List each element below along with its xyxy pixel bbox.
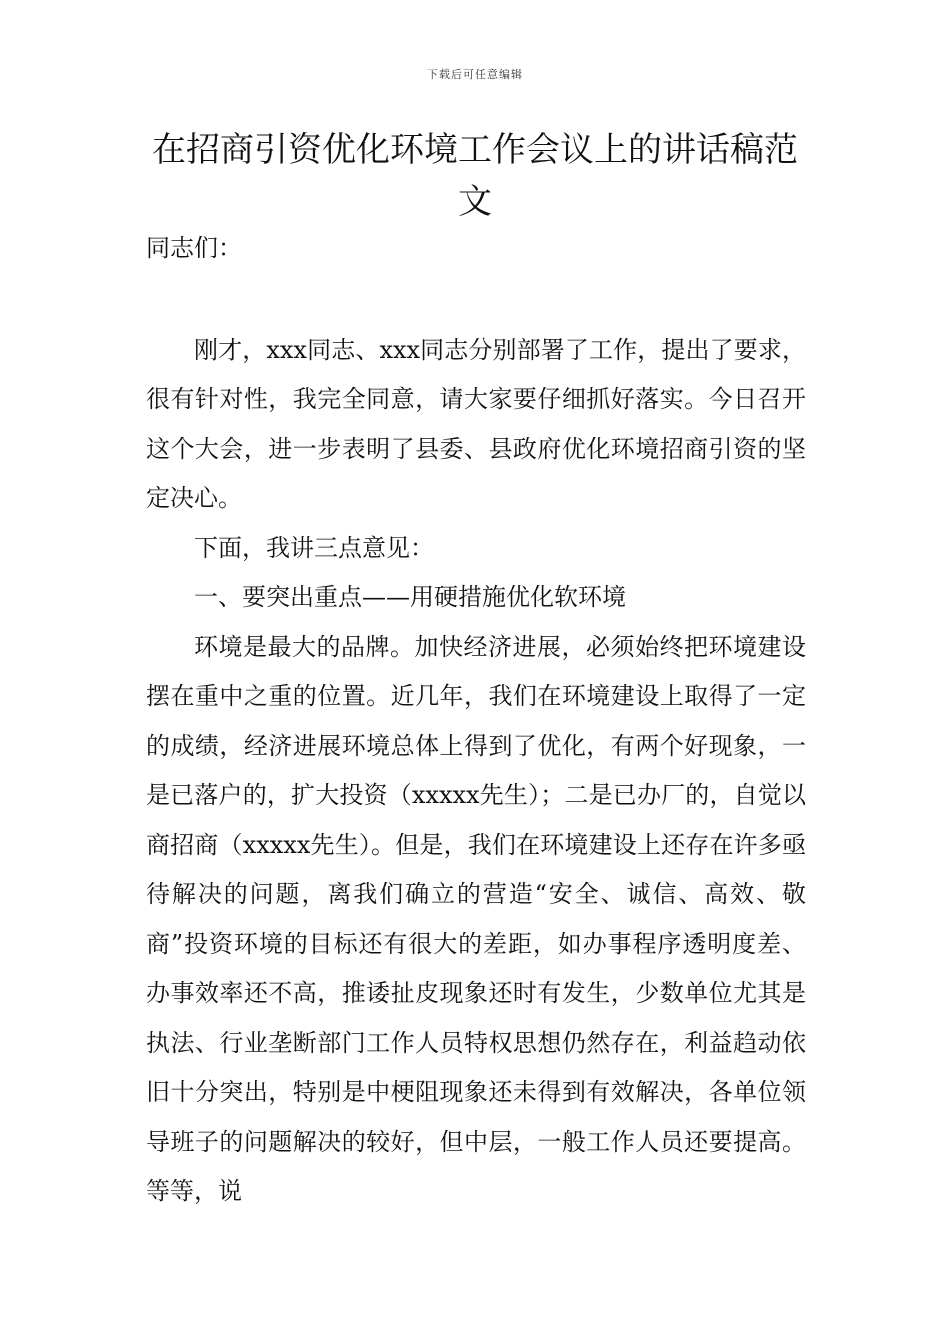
paragraph-environment: 环境是最大的品牌。加快经济进展，必须始终把环境建设摆在重中之重的位置。近几年，我们在环境建设上取得了一定的成绩，经济进展环境总体上得到了优化，有两个好现象，一是已落户的，扩大投资（xxxxx先生）；二是已办厂的，自觉以商招商（xxxxx先生）。但是，我们在环境建设上还存在许多亟待解决的问题，离我们确立的营造“安全、诚信、高效、敬商”投资环境的目标还有很大的差距，如办事程序透明度差、办事效率还不高，推诿扯皮现象还时有发生，少数单位尤其是执法、行业垄断部门工作人员特权思想仍然存在，利益趋动依旧十分突出，特别是中梗阻现象还未得到有效解决，各单位领导班子的问题解决的较好，但中层，一般工作人员还要提高。等等，说 [146,632,806,1205]
salutation: 同志们： [146,234,242,262]
header-note: 下载后可任意编辑 [427,68,523,81]
paragraph-intro: 下面，我讲三点意见： [194,533,434,562]
section-heading-1: 一、要突出重点——用硬措施优化软环境 [194,583,626,611]
paragraph-opening: 刚才，xxx同志、xxx同志分别部署了工作，提出了要求，很有针对性，我完全同意，请大家要仔细抓好落实。今日召开这个大会，进一步表明了县委、县政府优化环境招商引资的坚定决心。 [146,335,806,512]
document-body [146,224,806,1217]
document-title: 在招商引资优化环境工作会议上的讲话稿范文 [152,130,798,222]
